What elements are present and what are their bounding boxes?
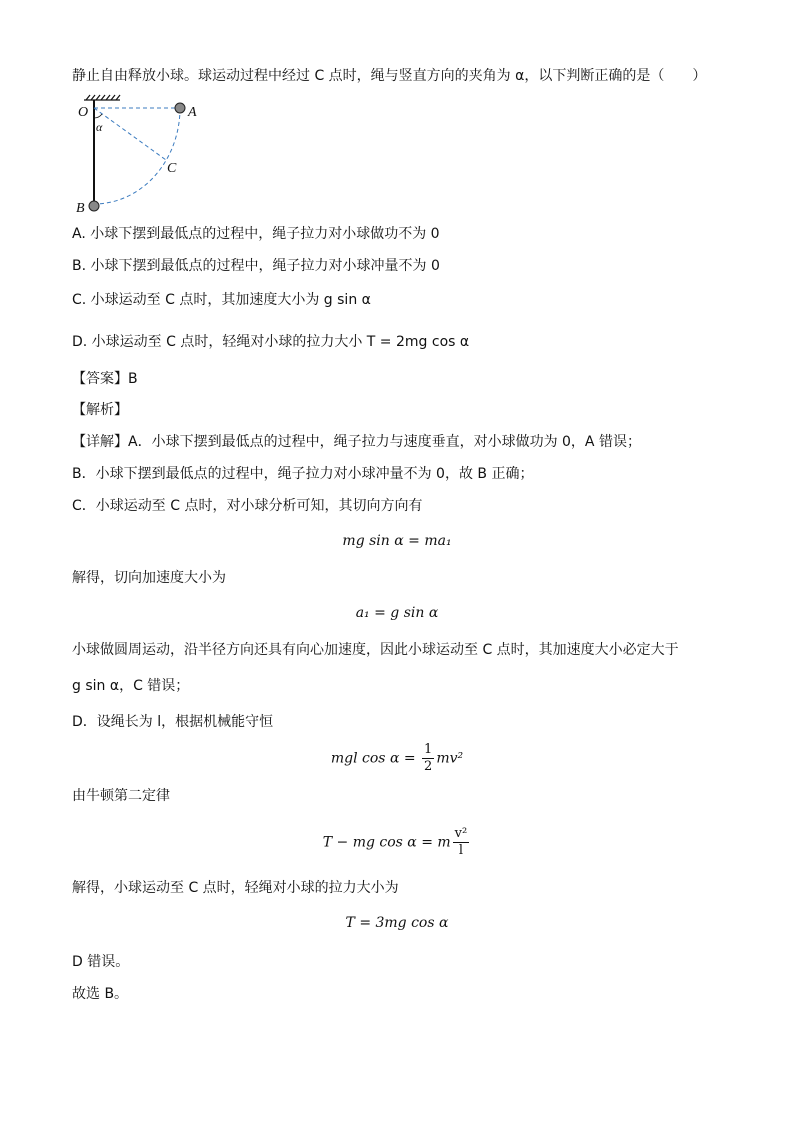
dashed-OC <box>94 108 166 160</box>
fraction-den: l <box>458 843 464 858</box>
option-c: C. 小球运动至 C 点时，其加速度大小为 g sin α <box>72 292 371 308</box>
analysis-line-conclusion: 故选 B。 <box>72 986 129 1002</box>
option-a: A. 小球下摆到最低点的过程中，绳子拉力对小球做功不为 0 <box>72 226 440 242</box>
answer-label: 【答案】 <box>72 371 128 387</box>
analysis-line-d: D．设绳长为 l，根据机械能守恒 <box>72 714 274 730</box>
option-d: D. 小球运动至 C 点时，轻绳对小球的拉力大小 T = 2mg cos α <box>72 334 470 350</box>
equation-tension: T = 3mg cos α <box>345 915 449 931</box>
ceiling-hatch <box>84 95 120 100</box>
analysis-line-c: C．小球运动至 C 点时，对小球分析可知，其切向方向有 <box>72 498 423 514</box>
ball-B <box>89 201 99 211</box>
fraction-half <box>422 742 434 775</box>
label-alpha: α <box>96 120 103 134</box>
analysis-line-c-wrong: g sin α，C 错误； <box>72 678 190 694</box>
label-B: B <box>76 201 85 216</box>
analysis-line-newton: 由牛顿第二定律 <box>72 788 170 804</box>
equation-newton <box>0 826 794 859</box>
fraction-num: 1 <box>424 742 433 757</box>
ball-A <box>175 103 185 113</box>
label-O: O <box>78 105 89 120</box>
dashed-arc <box>94 108 180 204</box>
equation-energy-right: mv² <box>436 750 464 767</box>
answer-value: B <box>128 371 138 387</box>
fraction-num: v² <box>454 826 468 841</box>
analysis-line-b: B．小球下摆到最低点的过程中，绳子拉力对小球冲量不为 0，故 B 正确； <box>72 466 534 482</box>
option-b: B. 小球下摆到最低点的过程中，绳子拉力对小球冲量不为 0 <box>72 258 440 274</box>
label-C: C <box>167 161 177 176</box>
analysis-title: 【解析】 <box>72 402 128 418</box>
analysis-line-solve-2: 解得，小球运动至 C 点时，轻绳对小球的拉力大小为 <box>72 880 399 896</box>
analysis-line-circular: 小球做圆周运动，沿半径方向还具有向心加速度，因此小球运动至 C 点时，其加速度大小必定大于 <box>72 642 679 658</box>
angle-arc <box>94 114 102 118</box>
fraction-v2-l <box>453 826 470 859</box>
equation-newton-left: T − mg cos α = m <box>322 834 451 851</box>
equation-energy-left: mgl cos α = <box>330 750 421 767</box>
analysis-line-a: 【详解】A．小球下摆到最低点的过程中，绳子拉力与速度垂直，对小球做功为 0，A 错误； <box>72 434 641 450</box>
analysis-line-d-wrong: D 错误。 <box>72 954 130 970</box>
equation-tangential-force: mg sin α = ma₁ <box>342 533 452 549</box>
question-stem: 静止自由释放小球。球运动过程中经过 C 点时，绳与竖直方向的夹角为 α，以下判断正确的是（ ） <box>72 68 707 84</box>
pendulum-diagram <box>72 94 222 219</box>
analysis-line-solve-1: 解得，切向加速度大小为 <box>72 570 226 586</box>
fraction-den: 2 <box>424 759 433 774</box>
answer-line <box>72 369 138 389</box>
equation-tangential-accel: a₁ = g sin α <box>355 605 439 621</box>
equation-energy <box>0 742 794 775</box>
label-A: A <box>188 105 197 120</box>
